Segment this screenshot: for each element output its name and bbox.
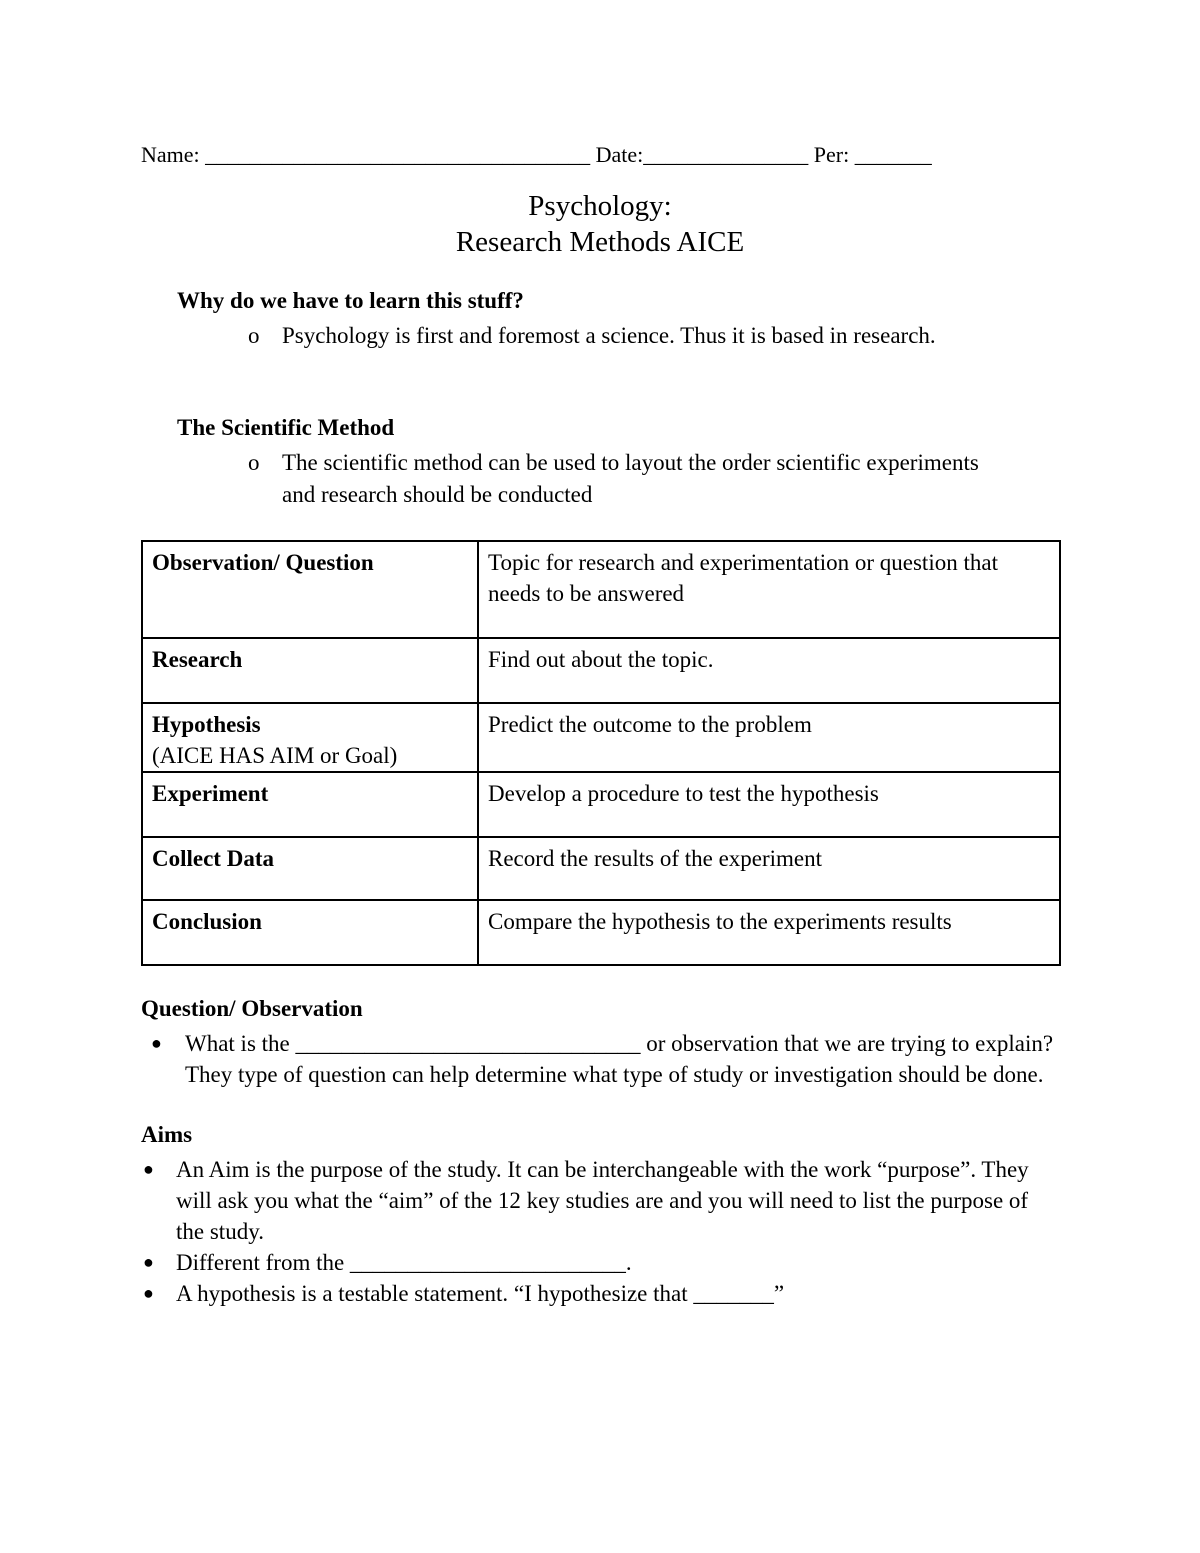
list-item-text: What is the ______________________________ or observation that we are trying to explain? They type of question can help determine what type of study or investigation should be done. xyxy=(185,1031,1054,1087)
question-observation-list xyxy=(141,1028,1061,1090)
bullet-marker: o xyxy=(248,450,260,475)
scientific-method-heading: The Scientific Method xyxy=(177,415,395,440)
list-item-text: A hypothesis is a testable statement. “I hypothesize that _______” xyxy=(176,1281,785,1306)
step-cell xyxy=(142,638,478,703)
bullet-icon: ● xyxy=(143,1159,154,1179)
scientific-method-table xyxy=(141,540,1061,966)
list-item-text: An Aim is the purpose of the study. It can be interchangeable with the work “purpose”. They will ask you what the “aim” of the 12 key studies are and you will need to list the purpose of the study. xyxy=(176,1157,1029,1244)
page-subtitle: Research Methods AICE xyxy=(455,226,745,258)
list-item xyxy=(141,1028,1061,1090)
description-cell: Find out about the topic. xyxy=(478,638,1060,703)
description-cell: Compare the hypothesis to the experiments results xyxy=(478,900,1060,965)
step-label: Conclusion xyxy=(152,909,262,934)
description-cell: Topic for research and experimentation or question that needs to be answered xyxy=(478,541,1060,638)
table-row xyxy=(142,772,1060,837)
why-item-text: Psychology is first and foremost a science. Thus it is based in research. xyxy=(282,323,936,348)
step-cell xyxy=(142,837,478,900)
question-observation-heading: Question/ Observation xyxy=(141,996,363,1021)
page-title: Psychology: xyxy=(528,190,672,222)
bullet-icon: ● xyxy=(151,1033,162,1053)
aims-heading: Aims xyxy=(141,1122,193,1147)
step-cell xyxy=(142,541,478,638)
list-item xyxy=(141,1278,1061,1309)
list-item-text: Different from the ________________________. xyxy=(176,1250,632,1275)
scientific-method-item-text: The scientific method can be used to layout the order scientific experiments and research should be conducted xyxy=(282,450,979,507)
description-cell: Record the results of the experiment xyxy=(478,837,1060,900)
list-item xyxy=(141,1154,1061,1247)
step-cell xyxy=(142,772,478,837)
bullet-marker: o xyxy=(248,323,260,348)
step-label: Collect Data xyxy=(152,846,274,871)
name-date-period-line: Name: ___________________________________ Date:_______________ Per: _______ xyxy=(141,142,932,167)
aims-list xyxy=(141,1154,1061,1309)
table-row xyxy=(142,638,1060,703)
step-label: Research xyxy=(152,647,243,672)
step-label: Experiment xyxy=(152,781,269,806)
step-note: (AICE HAS AIM or Goal) xyxy=(152,743,398,768)
table-row xyxy=(142,900,1060,965)
step-cell xyxy=(142,703,478,772)
table-row xyxy=(142,703,1060,772)
bullet-icon: ● xyxy=(143,1283,154,1303)
step-label: Observation/ Question xyxy=(152,550,374,575)
step-cell xyxy=(142,900,478,965)
table-row xyxy=(142,837,1060,900)
bullet-icon: ● xyxy=(143,1252,154,1272)
description-cell: Predict the outcome to the problem xyxy=(478,703,1060,772)
description-cell: Develop a procedure to test the hypothesis xyxy=(478,772,1060,837)
table-row xyxy=(142,541,1060,638)
list-item xyxy=(141,1247,1061,1278)
step-label: Hypothesis xyxy=(152,712,261,737)
why-heading: Why do we have to learn this stuff? xyxy=(177,288,524,313)
